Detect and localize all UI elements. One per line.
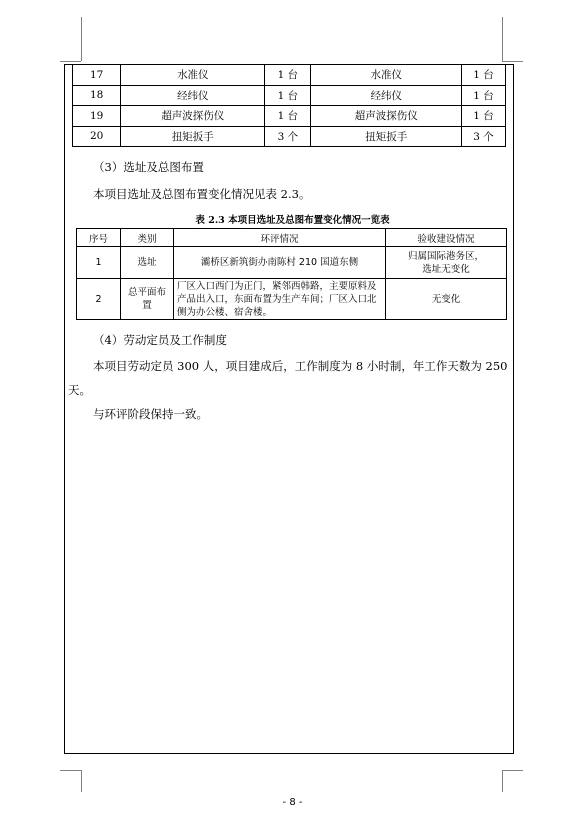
crop-mark-bottom-left [81, 770, 82, 792]
header-eia: 环评情况 [174, 229, 386, 247]
table-row [73, 126, 506, 147]
site-table [76, 228, 507, 320]
cell-qty-b: 1 台 [462, 85, 506, 106]
crop-mark-top-right [502, 17, 503, 61]
cell-name-b: 扭矩扳手 [311, 126, 462, 147]
cell-qty-a: 1 台 [265, 106, 311, 127]
cell-qty-b: 1 台 [462, 106, 506, 127]
cell-no: 20 [73, 126, 121, 147]
cell-name-a: 超声波探伤仪 [121, 106, 265, 127]
row-category: 选址 [121, 247, 174, 279]
crop-mark-bottom-left [60, 770, 81, 771]
cell-no: 17 [73, 65, 121, 86]
cell-no: 19 [73, 106, 121, 127]
section3-heading: （3）选址及总图布置 [93, 160, 204, 174]
table-row [73, 65, 506, 86]
row-category: 总平面布 置 [121, 279, 174, 320]
equipment-table [72, 64, 506, 147]
header-no: 序号 [77, 229, 121, 247]
section4-text-line2: 天。 [68, 383, 91, 397]
cell-name-a: 扭矩扳手 [121, 126, 265, 147]
cell-qty-a: 1 台 [265, 65, 311, 86]
page-number: - 8 - [282, 797, 303, 808]
row-acceptance: 无变化 [386, 279, 507, 320]
cell-name-a: 经纬仪 [121, 85, 265, 106]
row-eia: 灞桥区新筑街办南陈村 210 国道东侧 [174, 247, 386, 279]
crop-mark-bottom-right [502, 770, 523, 771]
row-eia: 厂区入口西门为正门，紧邻西韩路，主要原料及产品出入口，东面布置为生产车间；厂区入口北侧为办公楼、宿舍楼。 [174, 279, 386, 320]
row-no: 2 [77, 279, 121, 320]
cell-name-b: 经纬仪 [311, 85, 462, 106]
table-row [77, 247, 507, 279]
cell-name-b: 超声波探伤仪 [311, 106, 462, 127]
crop-mark-bottom-right [502, 770, 503, 792]
cell-name-b: 水准仪 [311, 65, 462, 86]
crop-mark-top-left [81, 17, 82, 61]
table-row [73, 85, 506, 106]
header-category: 类别 [121, 229, 174, 247]
cell-qty-b: 3 个 [462, 126, 506, 147]
cell-name-a: 水准仪 [121, 65, 265, 86]
cell-no: 18 [73, 85, 121, 106]
cell-qty-b: 1 台 [462, 65, 506, 86]
row-acceptance: 归属国际港务区， 选址无变化 [386, 247, 507, 279]
section4-text2: 与环评阶段保持一致。 [93, 407, 208, 421]
header-acceptance: 验收建设情况 [386, 229, 507, 247]
table-caption: 表 2.3 本项目选址及总图布置变化情况一览表 [195, 215, 390, 226]
row-no: 1 [77, 247, 121, 279]
cell-qty-a: 1 台 [265, 85, 311, 106]
crop-mark-top-right [502, 61, 523, 62]
section4-heading: （4）劳动定员及工作制度 [93, 333, 227, 347]
section3-text: 本项目选址及总图布置变化情况见表 2.3。 [93, 187, 311, 201]
table-row [73, 106, 506, 127]
section4-text-line1: 本项目劳动定员 300 人，项目建成后，工作制度为 8 小时制，年工作天数为 250 [93, 359, 508, 373]
table-row [77, 279, 507, 320]
crop-mark-top-left [60, 61, 81, 62]
cell-qty-a: 3 个 [265, 126, 311, 147]
